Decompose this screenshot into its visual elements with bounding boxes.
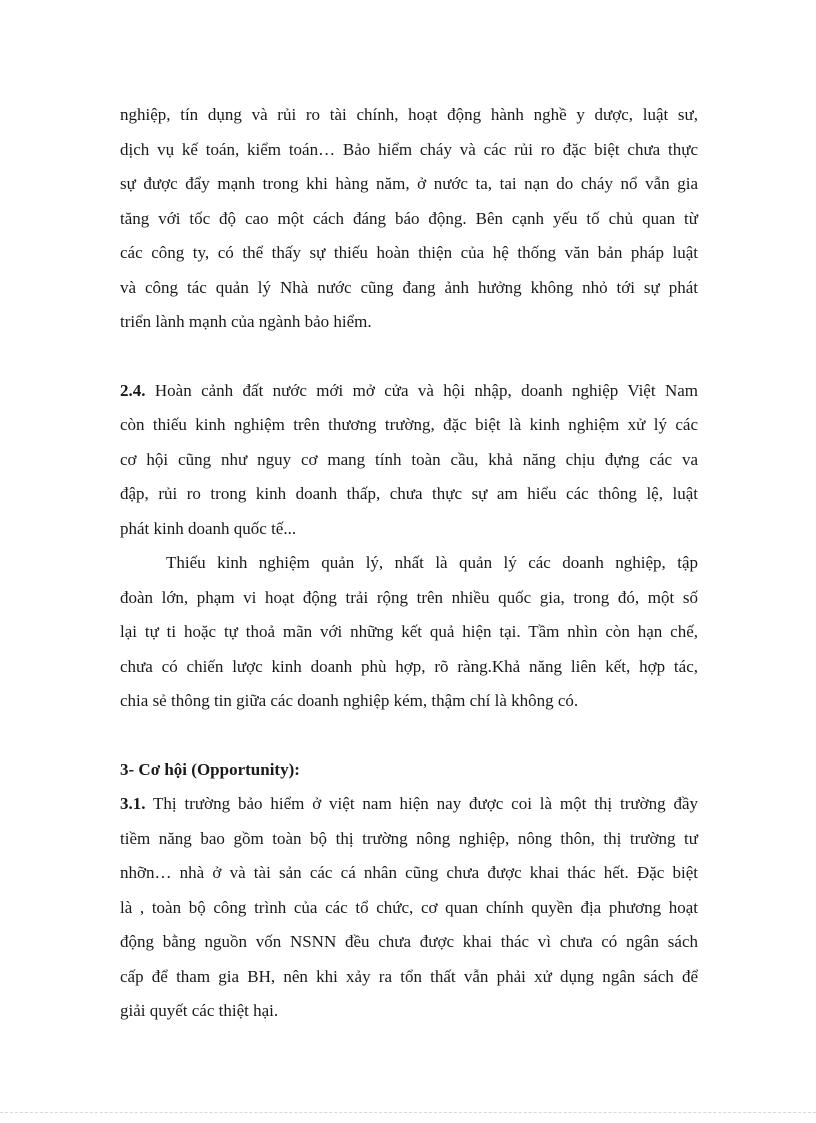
paragraph-1-line: nghiệp, tín dụng và rủi ro tài chính, hoạt động hành nghề y dược, luật sư,: [120, 105, 698, 124]
paragraph-3-line: đoàn lớn, phạm vi hoạt động trải rộng trên nhiều quốc gia, trong đó, một số: [120, 588, 698, 607]
paragraph-3-line: chia sẻ thông tin giữa các doanh nghiệp kém, thậm chí là không có.: [120, 691, 579, 710]
paragraph-2-line: còn thiếu kinh nghiệm trên thương trường, đặc biệt là kinh nghiệm xử lý các: [120, 415, 698, 434]
paragraph-1-line: các công ty, có thể thấy sự thiếu hoàn thiện của hệ thống văn bản pháp luật: [120, 243, 698, 262]
paragraph-3-line: lại tự ti hoặc tự thoả mãn với những kết quả hiện tại. Tầm nhìn còn hạn chế,: [120, 622, 698, 641]
paragraph-4-line: động bằng nguồn vốn NSNN đều chưa được khai thác vì chưa có ngân sách: [120, 932, 698, 951]
section-heading: 3- Cơ hội (Opportunity):: [120, 760, 300, 779]
page-bottom-divider: [0, 1112, 816, 1113]
paragraph-2-line: phát kinh doanh quốc tế...: [120, 519, 297, 538]
paragraph-4-first-line-text: Thị trường bảo hiểm ở việt nam hiện nay được coi là một thị trường đầy: [145, 794, 698, 813]
paragraph-1-line: dịch vụ kế toán, kiểm toán… Bảo hiểm cháy và các rủi ro đặc biệt chưa thực: [120, 140, 698, 159]
paragraph-4-line: cấp để tham gia BH, nên khi xảy ra tổn thất vẫn phải xử dụng ngân sách để: [120, 967, 698, 986]
paragraph-2-first-line: [120, 380, 698, 402]
paragraph-4-line: là , toàn bộ công trình của các tổ chức, cơ quan chính quyền địa phương hoạt: [120, 898, 698, 917]
paragraph-1-line: và công tác quản lý Nhà nước cũng đang ảnh hưởng không nhỏ tới sự phát: [120, 278, 698, 297]
paragraph-2-number: 2.4.: [120, 381, 146, 400]
paragraph-4-number: 3.1.: [120, 794, 146, 813]
paragraph-3-first-line: Thiếu kinh nghiệm quản lý, nhất là quản lý các doanh nghiệp, tập: [166, 553, 698, 572]
paragraph-4-first-line: [120, 793, 698, 815]
paragraph-4-line: nhỡn… nhà ở và tài sản các cá nhân cũng chưa được khai thác hết. Đặc biệt: [120, 863, 698, 882]
paragraph-1-line: triển lành mạnh của ngành bảo hiểm.: [120, 312, 372, 331]
paragraph-4-line: giải quyết các thiệt hại.: [120, 1001, 279, 1020]
paragraph-1-line: sự được đẩy mạnh trong khi hàng năm, ở nước ta, tai nạn do cháy nổ vẫn gia: [120, 174, 698, 193]
paragraph-3-line: chưa có chiến lược kinh doanh phù hợp, rõ ràng.Khả năng liên kết, hợp tác,: [120, 657, 698, 676]
paragraph-4-line: tiềm năng bao gồm toàn bộ thị trường nông nghiệp, nông thôn, thị trường tư: [120, 829, 698, 848]
paragraph-2-line: cơ hội cũng như nguy cơ mang tính toàn cầu, khả năng chịu đựng các va: [120, 450, 698, 469]
paragraph-2-line: đập, rủi ro trong kinh doanh thấp, chưa thực sự am hiểu các thông lệ, luật: [120, 484, 698, 503]
paragraph-2-first-line-text: Hoàn cảnh đất nước mới mở cửa và hội nhập, doanh nghiệp Việt Nam: [145, 381, 698, 400]
paragraph-1-line: tăng với tốc độ cao một cách đáng báo động. Bên cạnh yếu tố chủ quan từ: [120, 209, 698, 228]
